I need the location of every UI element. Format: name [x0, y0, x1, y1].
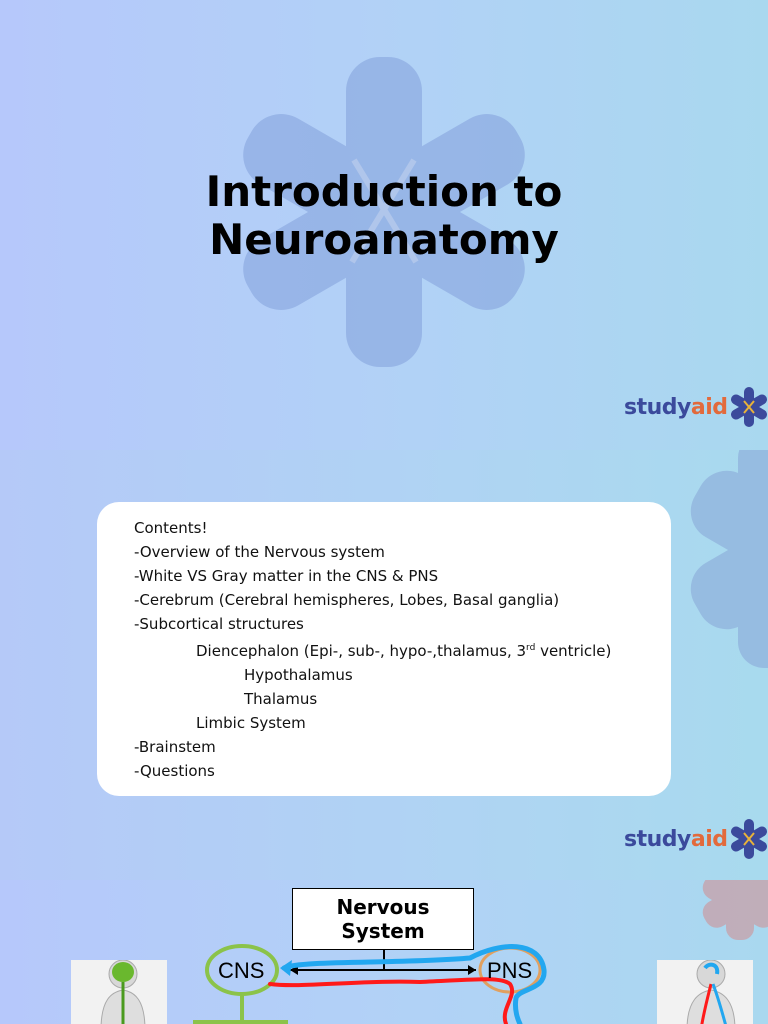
- contents-list: [134, 516, 611, 783]
- logo-text-study: study: [624, 826, 691, 852]
- contents-card: [97, 502, 671, 796]
- list-item: -Overview of the Nervous system: [134, 543, 385, 561]
- title-line-1: Introduction to: [205, 167, 563, 216]
- nervous-system-box: [292, 888, 474, 950]
- body-figure-pns: [657, 960, 753, 1024]
- contents-slide: [0, 450, 768, 880]
- red-pathway: [270, 979, 512, 1024]
- logo-text-study: study: [624, 394, 691, 420]
- list-item: -Cerebrum (Cerebral hemispheres, Lobes, Basal ganglia): [134, 591, 560, 609]
- body-figure-cns: [71, 960, 167, 1024]
- list-subitem: Thalamus: [244, 690, 318, 708]
- list-item: -White VS Gray matter in the CNS & PNS: [134, 567, 439, 585]
- list-subitem: Diencephalon (Epi-, sub-, hypo-,thalamus, 3rd ventricle): [196, 642, 612, 660]
- star-of-life-icon: [728, 386, 768, 428]
- studyaid-logo: [624, 818, 768, 860]
- contents-heading: Contents!: [134, 519, 208, 537]
- list-item: -Questions: [134, 762, 215, 780]
- human-body-icon: [71, 960, 167, 1024]
- title-line-2: Neuroanatomy: [209, 215, 559, 264]
- pns-label: PNS: [487, 958, 533, 983]
- list-subitem: Hypothalamus: [244, 666, 353, 684]
- logo-text-aid: aid: [690, 394, 728, 420]
- human-body-icon: [657, 960, 753, 1024]
- blue-arrowhead-icon: [280, 960, 292, 976]
- box-line-2: System: [341, 919, 425, 943]
- logo-text-aid: aid: [690, 826, 728, 852]
- nervous-system-slide: [0, 880, 768, 1024]
- studyaid-logo: [624, 386, 768, 428]
- list-item: -Subcortical structures: [134, 615, 304, 633]
- box-line-1: Nervous: [336, 895, 430, 919]
- cns-label: CNS: [218, 958, 265, 983]
- page-title: [0, 168, 768, 264]
- title-slide: [0, 0, 768, 450]
- list-item: -Brainstem: [134, 738, 216, 756]
- star-of-life-icon: [728, 818, 768, 860]
- list-subitem: Limbic System: [196, 714, 306, 732]
- cns-branch: [193, 994, 288, 1022]
